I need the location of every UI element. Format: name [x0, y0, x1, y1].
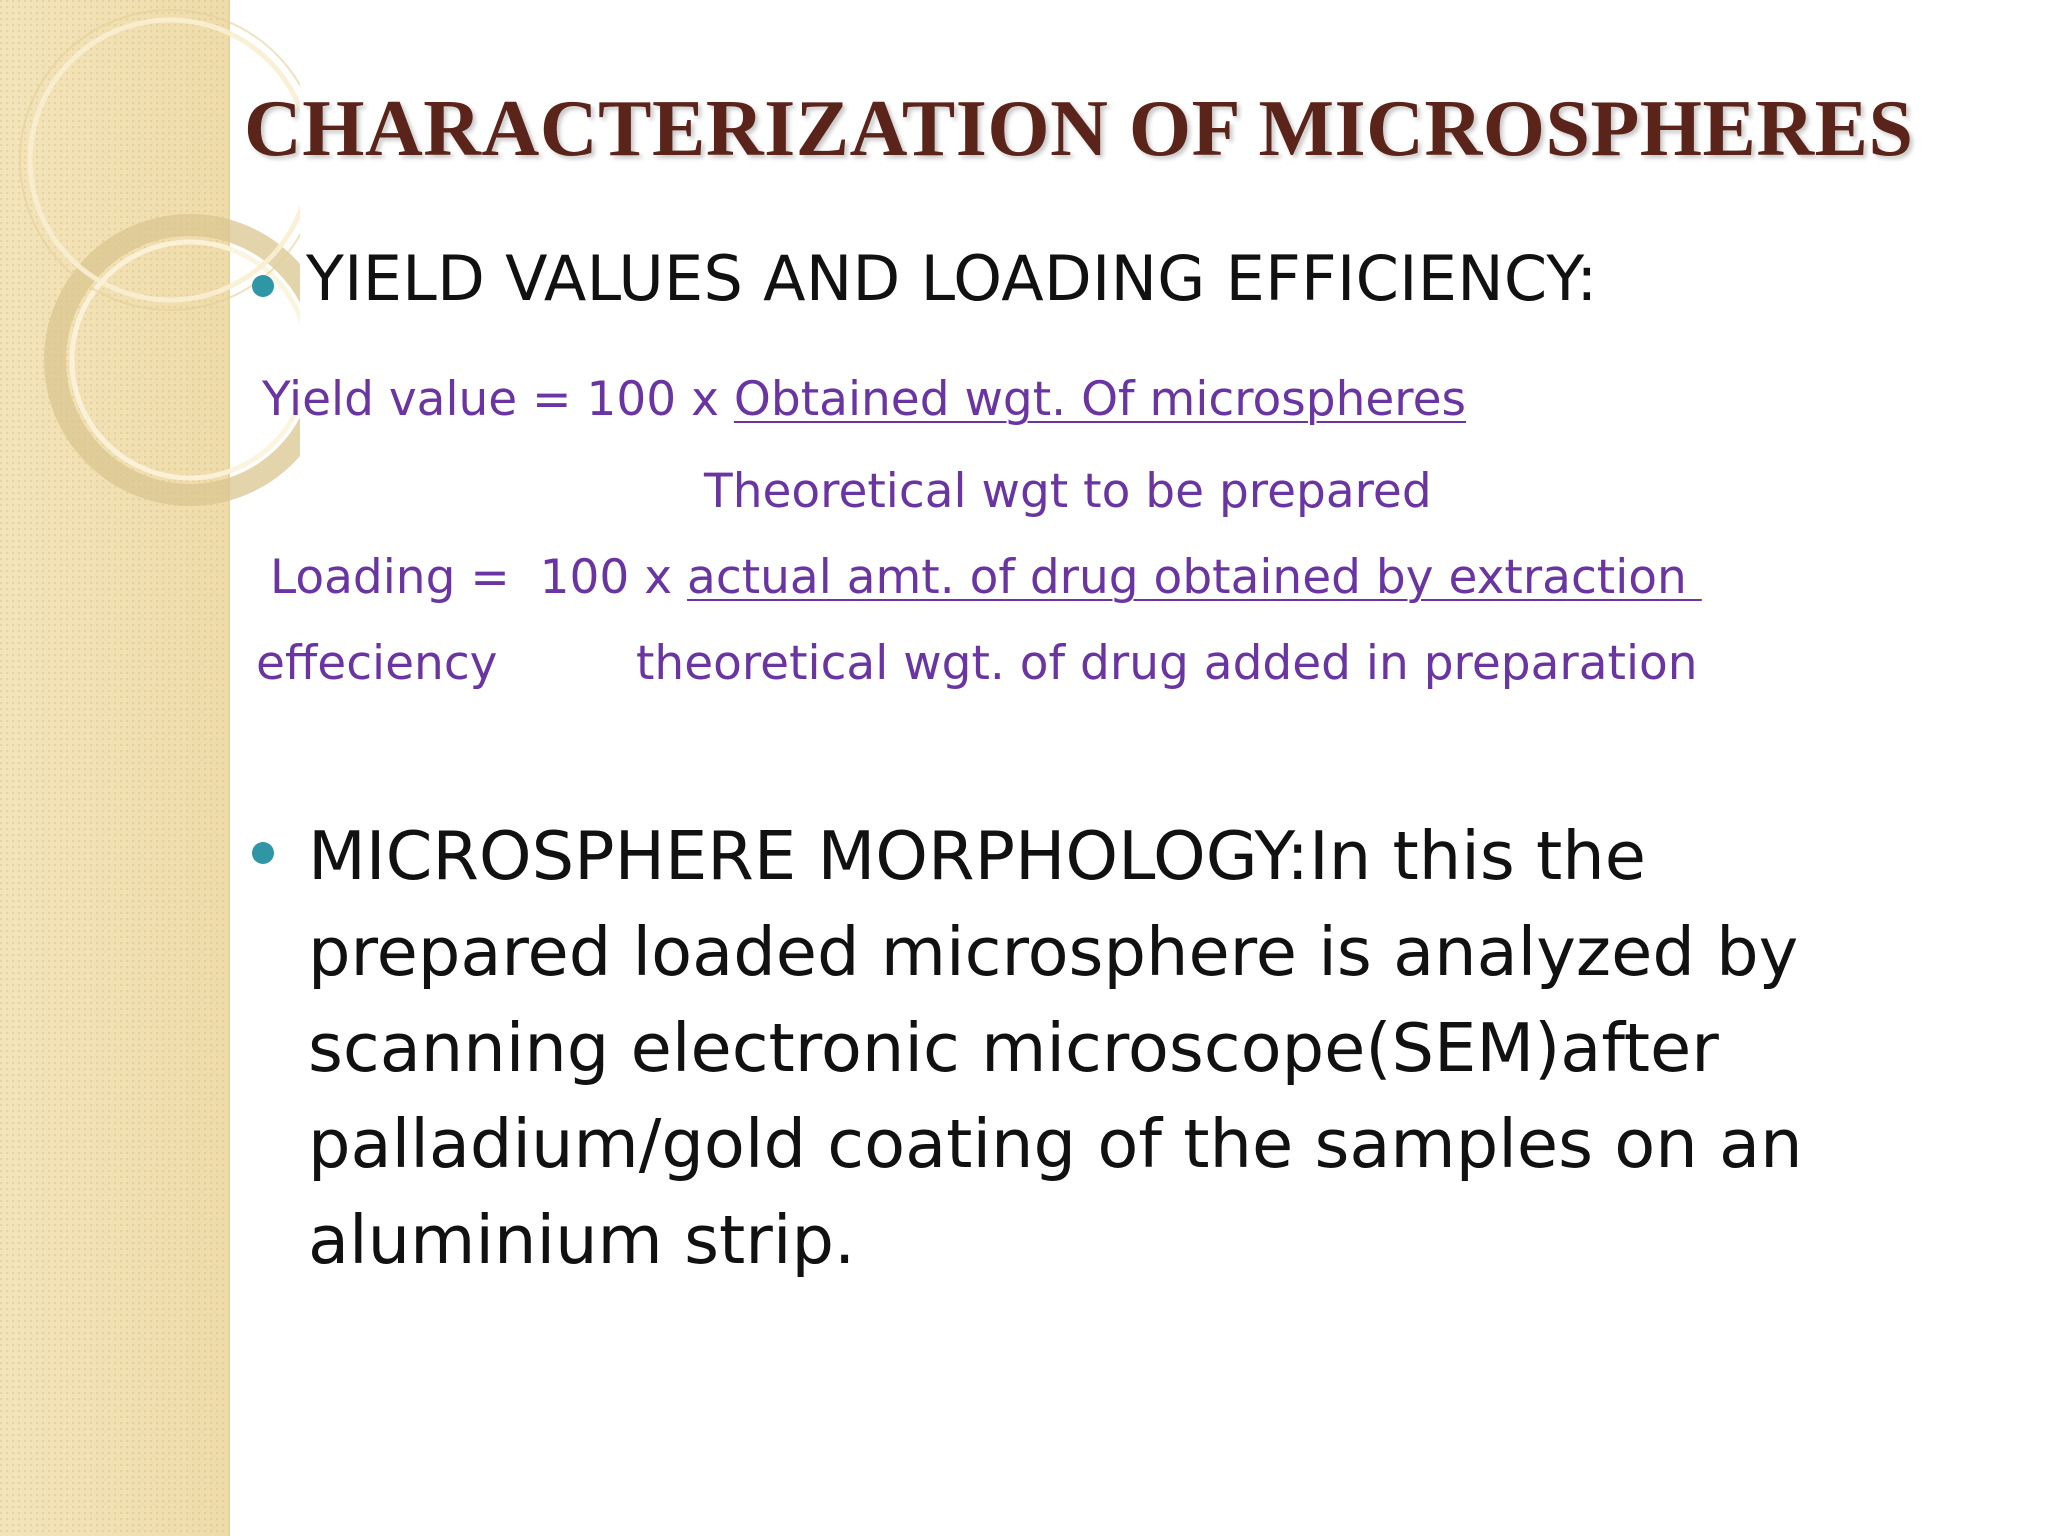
yield-formula-prefix: Yield value = 100 x — [262, 372, 734, 427]
yield-formula-denominator: Theoretical wgt to be prepared — [704, 464, 1432, 519]
bullet-dot — [252, 842, 274, 864]
loading-formula-label-2: effeciency — [256, 636, 498, 691]
bullet-dot — [252, 275, 274, 297]
decorative-rings — [0, 0, 300, 520]
section-heading-yield-loading: YIELD VALUES AND LOADING EFFICIENCY: — [306, 242, 1598, 315]
section-microsphere-morphology: MICROSPHERE MORPHOLOGY:In this the prepared loaded microsphere is analyzed by scanning electronic microscope(SEM)after palladium/gold coating of the samples on an aluminium strip. — [308, 817, 1803, 1279]
loading-formula-numerator: actual amt. of drug obtained by extraction — [687, 550, 1702, 605]
yield-formula-numerator-line — [262, 372, 1466, 427]
loading-formula-prefix: Loading = 100 x — [270, 550, 688, 605]
slide-title: CHARACTERIZATION OF MICROSPHERES — [244, 85, 1914, 173]
loading-formula-numerator-line — [270, 550, 1702, 605]
yield-formula-numerator: Obtained wgt. Of microspheres — [733, 372, 1466, 427]
loading-formula-denominator: theoretical wgt. of drug added in preparation — [636, 636, 1698, 691]
